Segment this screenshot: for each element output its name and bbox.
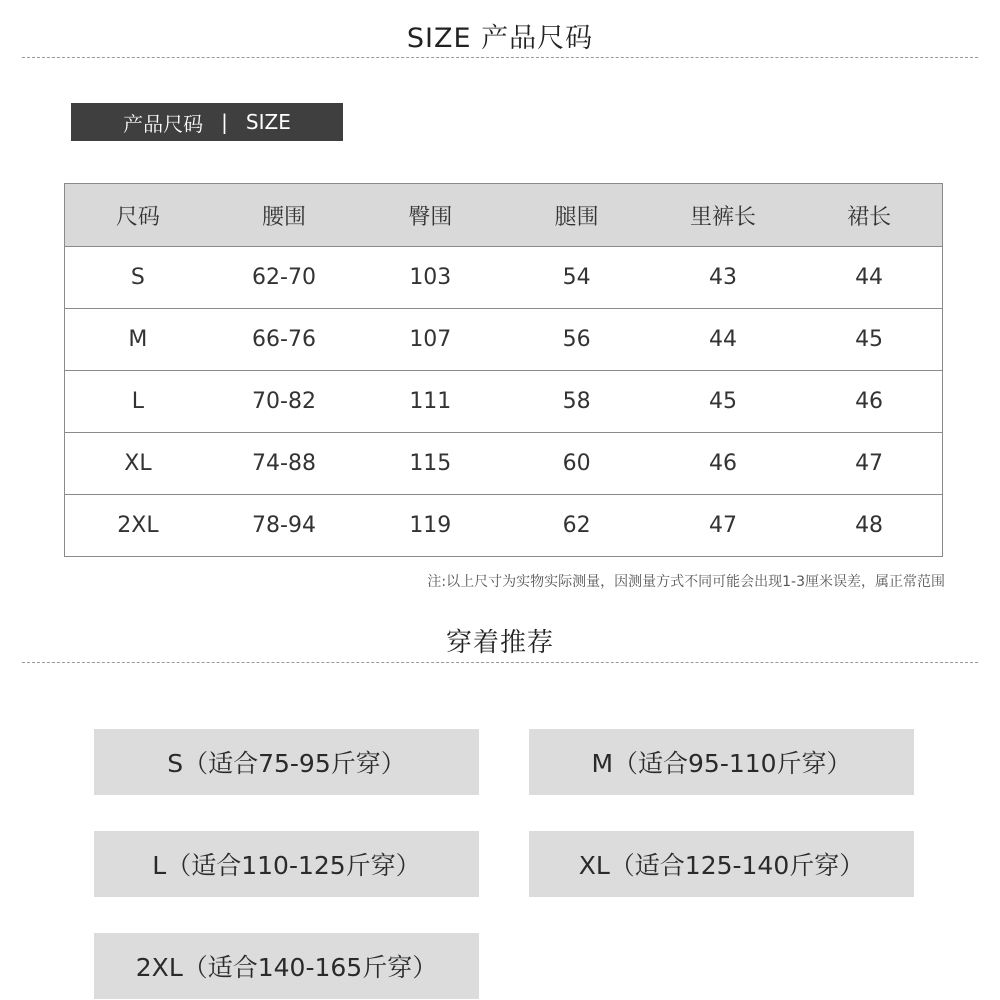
table-cell: 48 (796, 495, 942, 557)
table-cell: 107 (357, 309, 503, 371)
recommend-title: 穿着推荐 (445, 628, 554, 658)
measurement-note: 注:以上尺寸为实物实际测量，因测量方式不同可能会出现1-3厘米误差，属正常范围 (427, 574, 945, 590)
table-cell: 115 (357, 433, 503, 495)
header-size: 尺码 (65, 184, 211, 247)
table-row (65, 433, 943, 495)
table-cell: 2XL (65, 495, 211, 557)
table-cell: 60 (503, 433, 649, 495)
table-cell: 54 (503, 247, 649, 309)
table-cell: 44 (650, 309, 796, 371)
label-bar-right: SIZE (245, 110, 291, 134)
table-cell: 103 (357, 247, 503, 309)
table-cell: 56 (503, 309, 649, 371)
header-inner-shorts-length: 里裤长 (650, 184, 796, 247)
recommend-item-xl: XL（适合125-140斤穿） (529, 831, 914, 897)
table-row (65, 247, 943, 309)
recommend-divider (22, 662, 978, 663)
table-cell: 70-82 (211, 371, 357, 433)
section-label-bar (71, 103, 343, 141)
table-cell: 47 (796, 433, 942, 495)
recommend-item-2xl: 2XL（适合140-165斤穿） (94, 933, 479, 999)
table-cell: XL (65, 433, 211, 495)
table-cell: 44 (796, 247, 942, 309)
header-thigh: 腿围 (503, 184, 649, 247)
title-divider (22, 57, 978, 58)
table-cell: 45 (650, 371, 796, 433)
table-cell: 78-94 (211, 495, 357, 557)
header-skirt-length: 裙长 (796, 184, 942, 247)
table-row (65, 309, 943, 371)
table-cell: 47 (650, 495, 796, 557)
table-cell: 46 (650, 433, 796, 495)
header-hip: 臀围 (357, 184, 503, 247)
table-cell: L (65, 371, 211, 433)
table-cell: 62-70 (211, 247, 357, 309)
table-cell: 111 (357, 371, 503, 433)
table-cell: 119 (357, 495, 503, 557)
table-cell: 43 (650, 247, 796, 309)
table-row (65, 495, 943, 557)
table-row (65, 371, 943, 433)
table-cell: 46 (796, 371, 942, 433)
table-cell: 58 (503, 371, 649, 433)
page-title: SIZE 产品尺码 (406, 23, 594, 54)
table-cell: 45 (796, 309, 942, 371)
label-bar-separator: | (221, 110, 228, 134)
size-table (64, 183, 943, 557)
header-waist: 腰围 (211, 184, 357, 247)
table-header-row (65, 184, 943, 247)
table-cell: S (65, 247, 211, 309)
table-cell: 62 (503, 495, 649, 557)
recommend-item-s: S（适合75-95斤穿） (94, 729, 479, 795)
table-cell: 66-76 (211, 309, 357, 371)
label-bar-left: 产品尺码 (123, 111, 204, 136)
recommend-item-l: L（适合110-125斤穿） (94, 831, 479, 897)
table-cell: M (65, 309, 211, 371)
table-cell: 74-88 (211, 433, 357, 495)
recommend-item-m: M（适合95-110斤穿） (529, 729, 914, 795)
